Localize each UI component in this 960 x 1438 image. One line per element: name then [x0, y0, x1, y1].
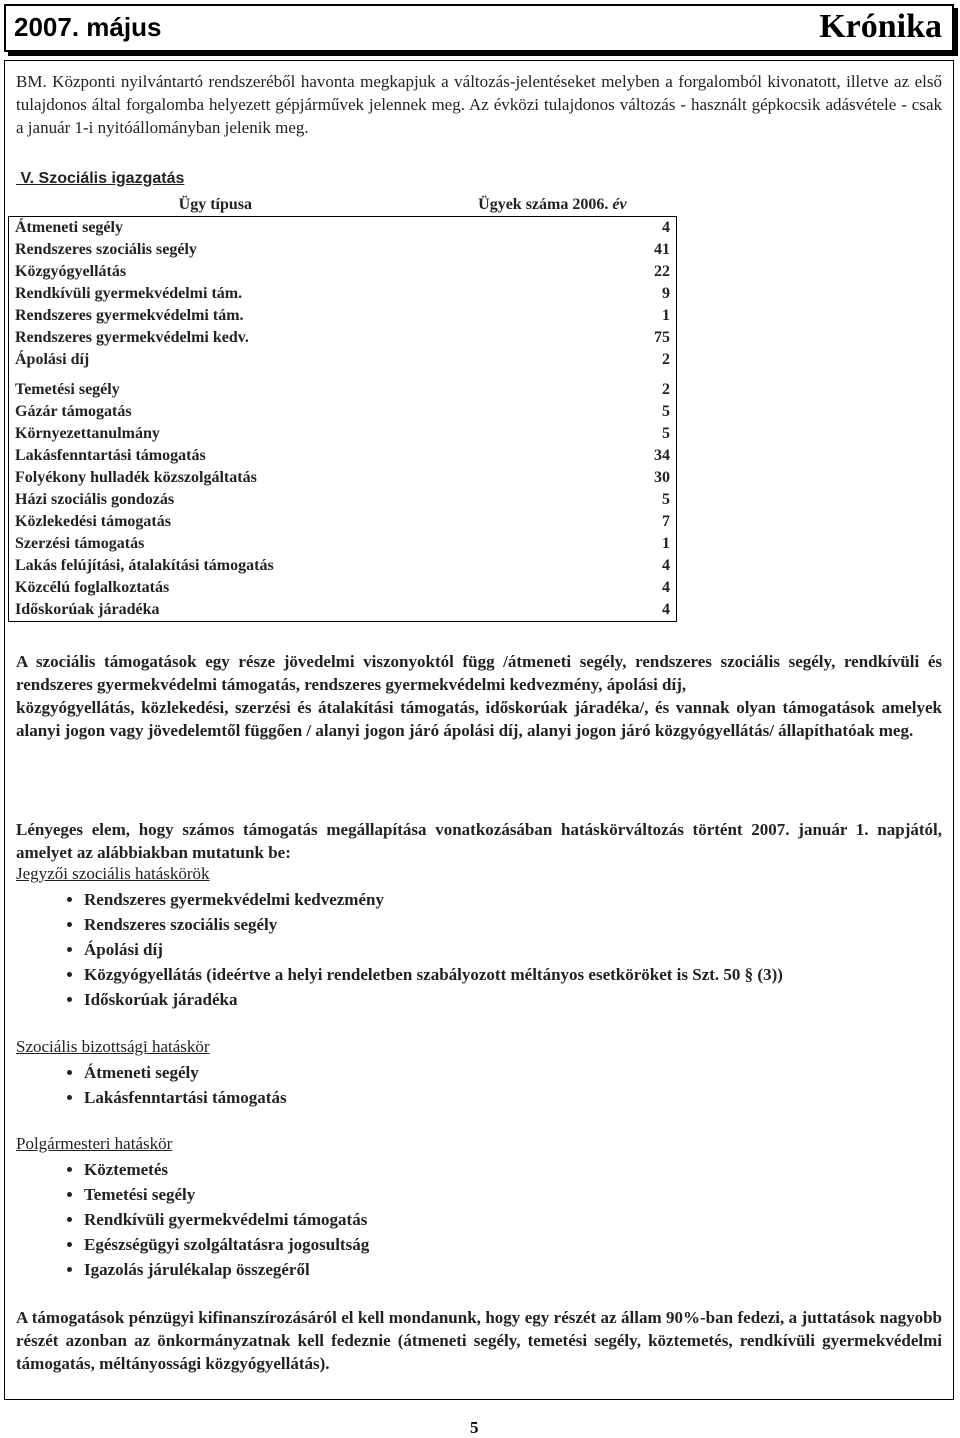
case-type-cell: Szerzési támogatás — [9, 533, 429, 555]
table-row — [9, 239, 677, 261]
list-item: • Temetési segély — [84, 1182, 369, 1207]
case-type-cell: Folyékony hulladék közszolgáltatás — [9, 467, 429, 489]
list-committee — [16, 1060, 287, 1110]
case-type-cell: Lakás felújítási, átalakítási támogatás — [9, 555, 429, 577]
list-item: • Közgyógyellátás (ideértve a helyi rendeletben szabályozott méltányos esetköröket is Szt. 50 § (3)) — [84, 962, 783, 987]
table-row — [9, 305, 677, 327]
case-count-cell: 4 — [428, 599, 676, 622]
paragraph-income-dependent — [16, 650, 942, 742]
section-title: V. Szociális igazgatás — [16, 170, 185, 187]
page-header — [4, 4, 954, 52]
case-type-cell: Ápolási díj — [9, 349, 429, 371]
table-row — [9, 445, 677, 467]
case-type-cell: Házi szociális gondozás — [9, 489, 429, 511]
case-count-cell: 75 — [428, 327, 676, 349]
header-case-type: Ügy típusa — [9, 194, 429, 217]
spacer-cell — [9, 371, 429, 379]
case-count-cell: 30 — [428, 467, 676, 489]
header-case-count — [428, 194, 676, 217]
case-count-cell: 5 — [428, 489, 676, 511]
table-row — [9, 379, 677, 401]
case-type-cell: Rendszeres gyermekvédelmi tám. — [9, 305, 429, 327]
case-type-cell: Közlekedési támogatás — [9, 511, 429, 533]
case-count-cell: 1 — [428, 533, 676, 555]
case-count-cell: 5 — [428, 423, 676, 445]
case-count-cell: 22 — [428, 261, 676, 283]
case-type-cell: Átmeneti segély — [9, 217, 429, 240]
list-item: • Rendkívüli gyermekvédelmi támogatás — [84, 1207, 369, 1232]
case-count-cell: 1 — [428, 305, 676, 327]
cases-table — [8, 194, 677, 622]
group-title-mayor: Polgármesteri hatáskör — [16, 1134, 173, 1153]
case-type-cell: Környezettanulmány — [9, 423, 429, 445]
group-title-notary: Jegyzői szociális hatáskörök — [16, 864, 210, 883]
case-count-cell: 4 — [428, 555, 676, 577]
list-item: • Rendszeres gyermekvédelmi kedvezmény — [84, 887, 783, 912]
case-count-cell: 41 — [428, 239, 676, 261]
publication-title: Krónika — [819, 8, 942, 45]
list-item: • Rendszeres szociális segély — [84, 912, 783, 937]
paragraph-jurisdiction-change: Lényeges elem, hogy számos támogatás megállapítása vonatkozásában hatáskörváltozás történt 2007. január 1. napjától, amelyet az alábbiakban mutatunk be: — [16, 820, 942, 862]
page-number: 5 — [470, 1418, 479, 1437]
case-type-cell: Időskorúak járadéka — [9, 599, 429, 622]
case-count-cell: 9 — [428, 283, 676, 305]
case-type-cell: Rendkívüli gyermekvédelmi tám. — [9, 283, 429, 305]
spacer-cell — [428, 371, 676, 379]
list-item: • Egészségügyi szolgáltatásra jogosultság — [84, 1232, 369, 1257]
case-type-cell: Közgyógyellátás — [9, 261, 429, 283]
table-row — [9, 467, 677, 489]
list-mayor — [16, 1157, 369, 1282]
list-item: • Átmeneti segély — [84, 1060, 287, 1085]
case-count-cell: 34 — [428, 445, 676, 467]
list-item: • Lakásfenntartási támogatás — [84, 1085, 287, 1110]
case-count-cell: 2 — [428, 349, 676, 371]
header-case-count-label: Ügyek száma 2006. — [478, 196, 609, 213]
list-item: • Időskorúak járadéka — [84, 987, 783, 1012]
table-row — [9, 511, 677, 533]
case-count-cell: 5 — [428, 401, 676, 423]
table-row — [9, 533, 677, 555]
list-item: • Köztemetés — [84, 1157, 369, 1182]
case-type-cell: Gázár támogatás — [9, 401, 429, 423]
case-type-cell: Közcélú foglalkoztatás — [9, 577, 429, 599]
case-count-cell: 4 — [428, 577, 676, 599]
case-count-cell: 4 — [428, 217, 676, 240]
table-row — [9, 577, 677, 599]
case-type-cell: Temetési segély — [9, 379, 429, 401]
table-row — [9, 401, 677, 423]
table-row — [9, 327, 677, 349]
table-row — [9, 217, 677, 240]
table-row — [9, 349, 677, 371]
case-type-cell: Rendszeres szociális segély — [9, 239, 429, 261]
header-year-label: év — [612, 196, 627, 213]
table-row — [9, 283, 677, 305]
intro-paragraph: BM. Központi nyilvántartó rendszeréből havonta megkapjuk a változás-jelentéseket melyben a forgalomból kivonatott, illetve az első tulajdonos által forgalomba helyezett gépjárművek jelennek meg. Az évközi tulajdonos változás - használt gépkocsik adásvétele - csak a január 1-i nyitóállományban jelenik meg. — [16, 72, 942, 137]
list-item: • Igazolás járulékalap összegéről — [84, 1257, 369, 1282]
case-type-cell: Lakásfenntartási támogatás — [9, 445, 429, 467]
table-spacer-row — [9, 371, 677, 379]
list-item: • Ápolási díj — [84, 937, 783, 962]
table-row — [9, 423, 677, 445]
case-type-cell: Rendszeres gyermekvédelmi kedv. — [9, 327, 429, 349]
issue-date: 2007. május — [14, 12, 162, 42]
case-count-cell: 7 — [428, 511, 676, 533]
list-notary — [16, 887, 783, 1012]
paragraph-line-2: közgyógyellátás, közlekedési, szerzési és átalakítási támogatás, időskorúak járadéka/, és vannak olyan támogatások amelyek alanyi jogon vagy jövedelemtől függően / alanyi jogon járó ápolási díj, alanyi jogon járó közgyógyellátás/ állapíthatóak meg. — [16, 698, 942, 740]
case-count-cell: 2 — [428, 379, 676, 401]
paragraph-financing: A támogatások pénzügyi kifinanszírozásáról el kell mondanunk, hogy egy részét az állam 90%-ban fedezi, a juttatások nagyobb részét azonban az önkormányzatnak kell fedeznie (átmeneti segély, temetési segély, köztemetés, rendkívüli gyermekvédelmi támogatás, méltányossági közgyógyellátás). — [16, 1308, 942, 1373]
table-row — [9, 599, 677, 622]
table-row — [9, 261, 677, 283]
table-header-row — [9, 194, 677, 217]
table-row — [9, 489, 677, 511]
group-title-committee: Szociális bizottsági hatáskör — [16, 1037, 210, 1056]
paragraph-line-1: A szociális támogatások egy része jövedelmi viszonyoktól függ /átmeneti segély, rendszeres szociális segély, rendkívüli és rendszeres gyermekvédelmi támogatás, rendszeres gyermekvédelmi kedvezmény, ápolási díj, — [16, 652, 942, 694]
table-row — [9, 555, 677, 577]
